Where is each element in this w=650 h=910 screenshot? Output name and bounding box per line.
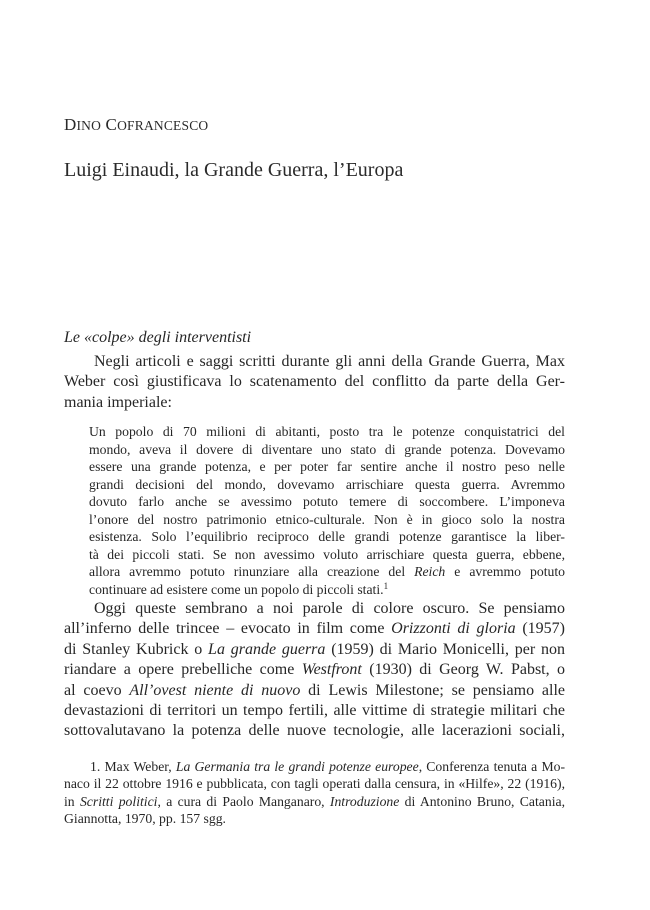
quote-line: tà dei piccoli stati. Se non avessimo voluto arrischiare questa guerra, ebbene, bbox=[89, 546, 565, 562]
author-last-name-rest: OFRANCESCO bbox=[117, 118, 209, 133]
film-title: La grande guerra bbox=[208, 640, 326, 658]
section-heading: Le «colpe» degli interventisti bbox=[64, 329, 252, 346]
quote-line: mondo, aveva il dovere di diventare uno stato di grande potenza. Dovevamo bbox=[89, 441, 565, 457]
footnote-line: Giannotta, 1970, pp. 157 sgg. bbox=[64, 810, 226, 826]
author-first-name-rest: INO bbox=[76, 118, 102, 133]
author-initial-last: C bbox=[105, 115, 118, 134]
film-title: Orizzonti di gloria bbox=[391, 620, 516, 638]
text-line bbox=[64, 660, 565, 680]
author-name bbox=[64, 115, 208, 135]
paragraph-commentary bbox=[64, 599, 565, 742]
text-span: (1930) di Georg W. Pabst, o bbox=[361, 661, 565, 679]
text-line: Oggi queste sembrano a noi parole di colore oscuro. Se pensiamo bbox=[94, 600, 565, 617]
footnote-line bbox=[64, 758, 565, 775]
text-line: sottovalutavano la potenza delle nuove tecnologie, alle lacerazioni sociali, bbox=[64, 722, 565, 740]
text-span: (1957) bbox=[515, 620, 565, 638]
text-span: riandare a opere prebelliche come bbox=[64, 661, 302, 679]
article-title: Luigi Einaudi, la Grande Guerra, l’Europa bbox=[64, 159, 404, 181]
footnote-text: 1. Max Weber, bbox=[90, 759, 176, 774]
quote-line: grandi decisioni del mondo, dovevamo arrischiare questa guerra. Avremmo bbox=[89, 476, 565, 492]
film-title: All’ovest niente di nuovo bbox=[129, 681, 301, 699]
text-line: devastazioni di territori un tempo fertili, alle vittime di strategie militari che bbox=[64, 702, 565, 720]
text-span: (1959) di Mario Monicelli, per non bbox=[325, 640, 566, 658]
footnote-line bbox=[64, 793, 565, 810]
author-initial-first: D bbox=[64, 115, 77, 134]
text-line bbox=[64, 619, 565, 639]
paragraph-intro bbox=[64, 352, 565, 413]
footnote-marker: 1 bbox=[383, 580, 389, 591]
footnote-text: di Antonino Bruno, Catania, bbox=[399, 793, 565, 809]
quote-line: Un popolo di 70 milioni di abitanti, posto tra le potenze conquistatrici del bbox=[89, 424, 565, 439]
quote-italic-reich: Reich bbox=[414, 564, 446, 579]
quote-line: esistenza. Solo l’equilibrio reciproco delle grandi potenze garantisce la liber- bbox=[89, 529, 565, 544]
footnote-text: in bbox=[64, 793, 80, 809]
footnote-text: , Conferenza tenuta a Mo- bbox=[418, 759, 566, 774]
footnote-work-title: Scritti politici bbox=[79, 793, 158, 809]
quote-line bbox=[89, 563, 565, 581]
quote-line: l’onore del nostro patrimonio etnico-culturale. Non è in gioco solo la nostra bbox=[89, 511, 565, 527]
text-span: al coevo bbox=[64, 681, 130, 699]
text-line: Weber così giustificava lo scatenamento del conflitto da parte della Ger- bbox=[64, 373, 565, 391]
quote-line: essere una grande potenza, e per poter far sentire anche il nostro peso nelle bbox=[89, 459, 565, 474]
text-line: Negli articoli e saggi scritti durante gli anni della Grande Guerra, Max bbox=[94, 353, 565, 370]
text-span: di Stanley Kubrick o bbox=[64, 640, 209, 658]
footnote-work-title: Introduzione bbox=[329, 793, 400, 809]
footnote-text: , a cura di Paolo Manganaro, bbox=[157, 793, 330, 809]
text-line bbox=[64, 681, 565, 701]
text-line bbox=[64, 640, 565, 660]
text-line: mania imperiale: bbox=[64, 393, 172, 411]
quote-text: continuare ad esistere come un popolo di piccoli stati. bbox=[89, 581, 384, 597]
quote-line bbox=[89, 581, 565, 599]
quote-line: dovuto farlo anche se avessimo potuto temere di soccombere. L’imponeva bbox=[89, 494, 565, 509]
text-span: all’inferno delle trincee – evocato in film come bbox=[64, 620, 392, 638]
film-title: Westfront bbox=[301, 661, 362, 679]
footnote-work-title: La Germania tra le grandi potenze europee bbox=[175, 759, 419, 774]
footnote-line: naco il 22 ottobre 1916 e pubblicata, con tagli operati dalla censura, in «Hilfe», 22 (1916), bbox=[64, 776, 565, 792]
text-span: di Lewis Milestone; se pensiamo alle bbox=[300, 681, 565, 699]
quote-text: allora avremmo potuto rinunziare alla creazione del bbox=[89, 564, 415, 579]
block-quote bbox=[89, 423, 565, 598]
quote-text: e avremmo potuto bbox=[445, 564, 565, 579]
footnote bbox=[64, 758, 565, 827]
